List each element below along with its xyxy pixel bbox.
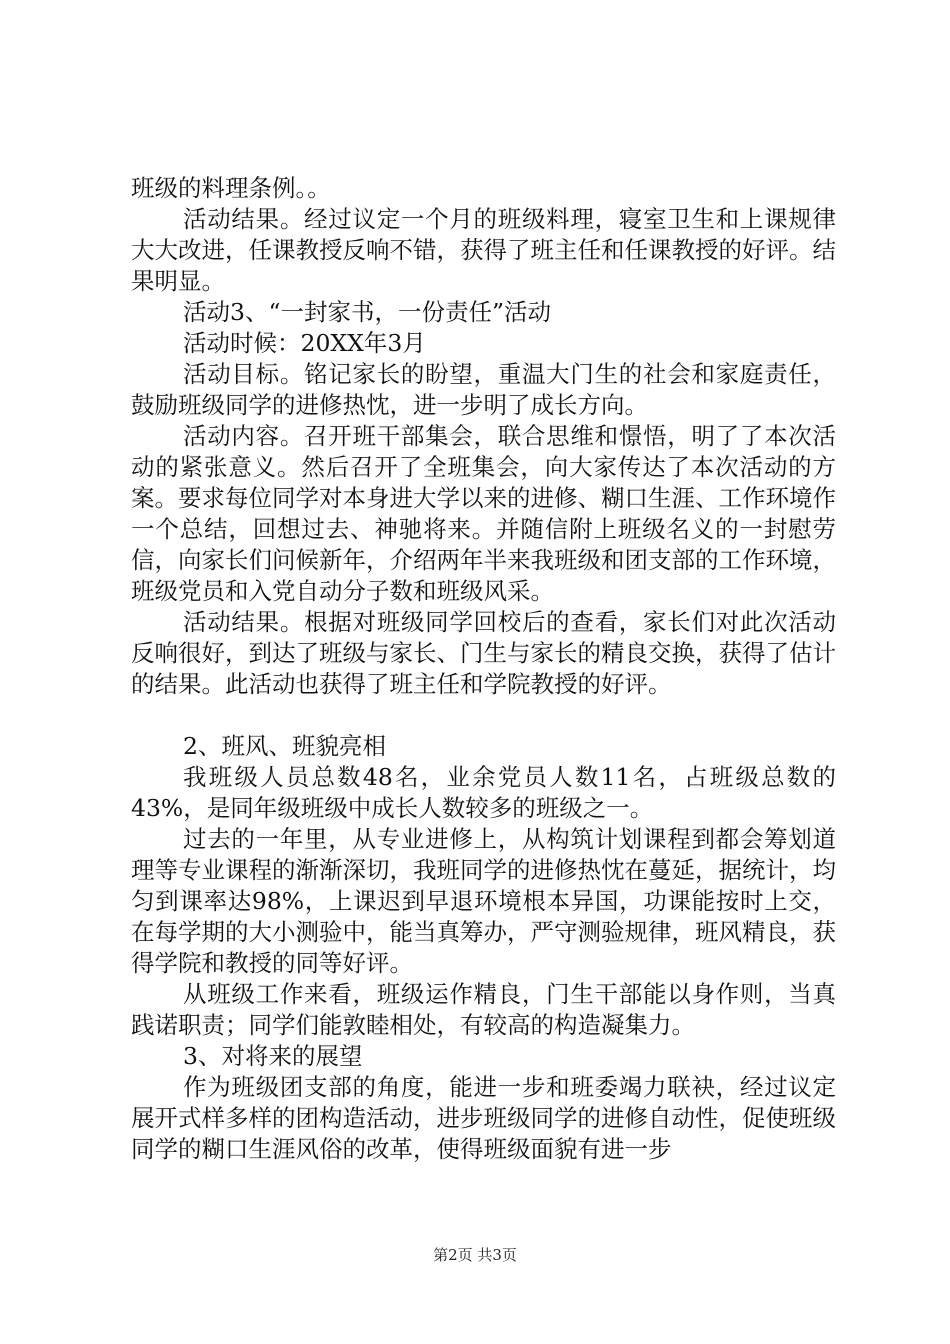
section-2-members: 我班级人员总数48名，业余党员人数11名，占班级总数的43%，是同年级班级中成长人数较多的班级之一。	[131, 763, 836, 822]
activity-3-goal: 活动目标。铭记家长的盼望，重温大门生的社会和家庭责任，鼓励班级同学的进修热忱，进一步明了成长方向。	[131, 360, 836, 419]
section-2-heading: 2、班风、班貌亮相	[183, 732, 386, 760]
activity-3-time: 活动时候：20XX年3月	[183, 329, 426, 357]
paragraph-gap	[131, 700, 836, 731]
section-2-work: 从班级工作来看，班级运作精良，门生干部能以身作则，当真践诺职责；同学们能敦睦相处，有较高的构造凝集力。	[131, 980, 836, 1039]
document-body	[131, 173, 836, 1165]
activity-3-content: 活动内容。召开班干部集会，联合思维和憬悟，明了了本次活动的紧张意义。然后召开了全班集会，向大家传达了本次活动的方案。要求每位同学对本身进大学以来的进修、糊口生涯、工作环境作一个总结，回想过去、神驰将来。并随信附上班级名义的一封慰劳信，向家长们问候新年，介绍两年半来我班级和团支部的工作环境，班级党员和入党自动分子数和班级风采。	[131, 422, 836, 605]
section-3-outlook: 作为班级团支部的角度，能进一步和班委竭力联袂，经过议定展开式样多样的团构造活动，进步班级同学的进修自动性，促使班级同学的糊口生涯风俗的改革，使得班级面貌有进一步	[131, 1073, 836, 1163]
section-2-study: 过去的一年里，从专业进修上，从构筑计划课程到都会筹划道理等专业课程的渐渐深切，我班同学的进修热忱在蔓延，据统计，均匀到课率达98%，上课迟到早退环境根本异国，功课能按时上交，在每学期的大小测验中，能当真筹办，严守测验规律，班风精良，获得学院和教授的同等好评。	[131, 825, 836, 977]
activity-3-heading: 活动3、“一封家书，一份责任”活动	[183, 298, 551, 326]
section-3-heading: 3、对将来的展望	[183, 1042, 363, 1070]
activity-3-result: 活动结果。根据对班级同学回校后的查看，家长们对此次活动反响很好，到达了班级与家长、门生与家长的精良交换，获得了估计的结果。此活动也获得了班主任和学院教授的好评。	[131, 608, 836, 698]
paragraph-2: 活动结果。经过议定一个月的班级料理，寝室卫生和上课规律大大改进，任课教授反响不错，获得了班主任和任课教授的好评。结果明显。	[131, 205, 836, 295]
paragraph-1: 班级的料理条例。。	[131, 174, 331, 202]
page-number: 第2页 共3页	[433, 1246, 517, 1264]
